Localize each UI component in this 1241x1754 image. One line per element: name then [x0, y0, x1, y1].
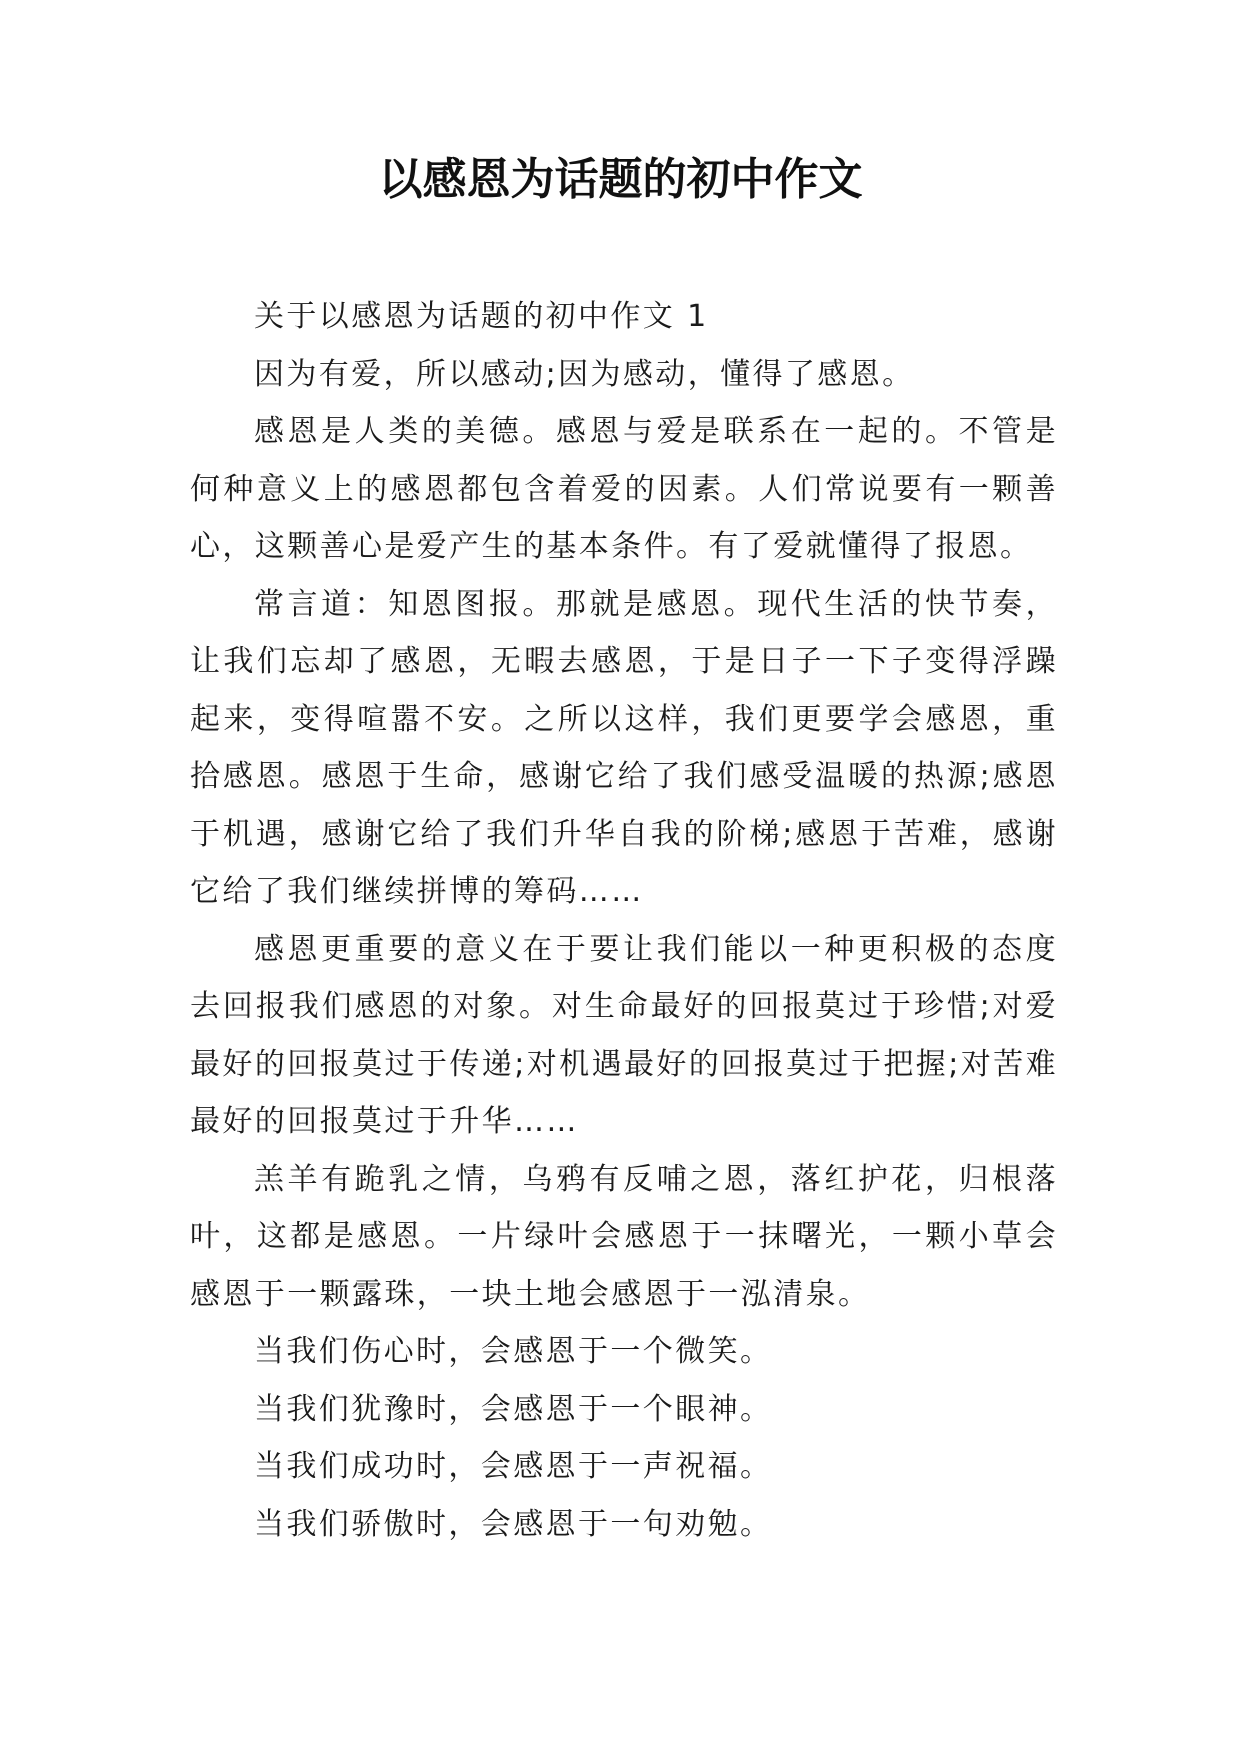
paragraph: 常言道：知恩图报。那就是感恩。现代生活的快节奏，让我们忘却了感恩，无暇去感恩，于是日子一下子变得浮躁起来，变得喧嚣不安。之所以这样，我们更要学会感恩，重拾感恩。感恩于生命，感谢它给了我们感受温暖的热源;感恩于机遇，感谢它给了我们升华自我的阶梯;感恩于苦难，感谢它给了我们继续拼博的筹码…… — [190, 586, 1058, 909]
paragraph: 当我们成功时，会感恩于一声祝福。 — [254, 1449, 773, 1484]
document-body — [190, 288, 1058, 1553]
paragraph: 当我们骄傲时，会感恩于一句劝勉。 — [254, 1506, 773, 1542]
paragraph: 因为有爱，所以感动;因为感动，懂得了感恩。 — [254, 356, 915, 392]
paragraph: 当我们伤心时，会感恩于一个微笑。 — [254, 1334, 773, 1369]
paragraph: 感恩是人类的美德。感恩与爱是联系在一起的。不管是何种意义上的感恩都包含着爱的因素。人们常说要有一颗善心，这颗善心是爱产生的基本条件。有了爱就懂得了报恩。 — [190, 414, 1058, 564]
paragraph: 羔羊有跪乳之情，乌鸦有反哺之恩，落红护花，归根落叶，这都是感恩。一片绿叶会感恩于一抹曙光，一颗小草会感恩于一颗露珠，一块土地会感恩于一泓清泉。 — [190, 1161, 1058, 1312]
paragraph: 当我们犹豫时，会感恩于一个眼神。 — [254, 1391, 773, 1427]
paragraph-heading: 关于以感恩为话题的初中作文 1 — [254, 299, 709, 334]
paragraph: 感恩更重要的意义在于要让我们能以一种更积极的态度去回报我们感恩的对象。对生命最好的回报莫过于珍惜;对爱最好的回报莫过于传递;对机遇最好的回报莫过于把握;对苦难最好的回报莫过于升华…… — [190, 931, 1058, 1139]
document-title: 以感恩为话题的初中作文 — [378, 154, 863, 205]
